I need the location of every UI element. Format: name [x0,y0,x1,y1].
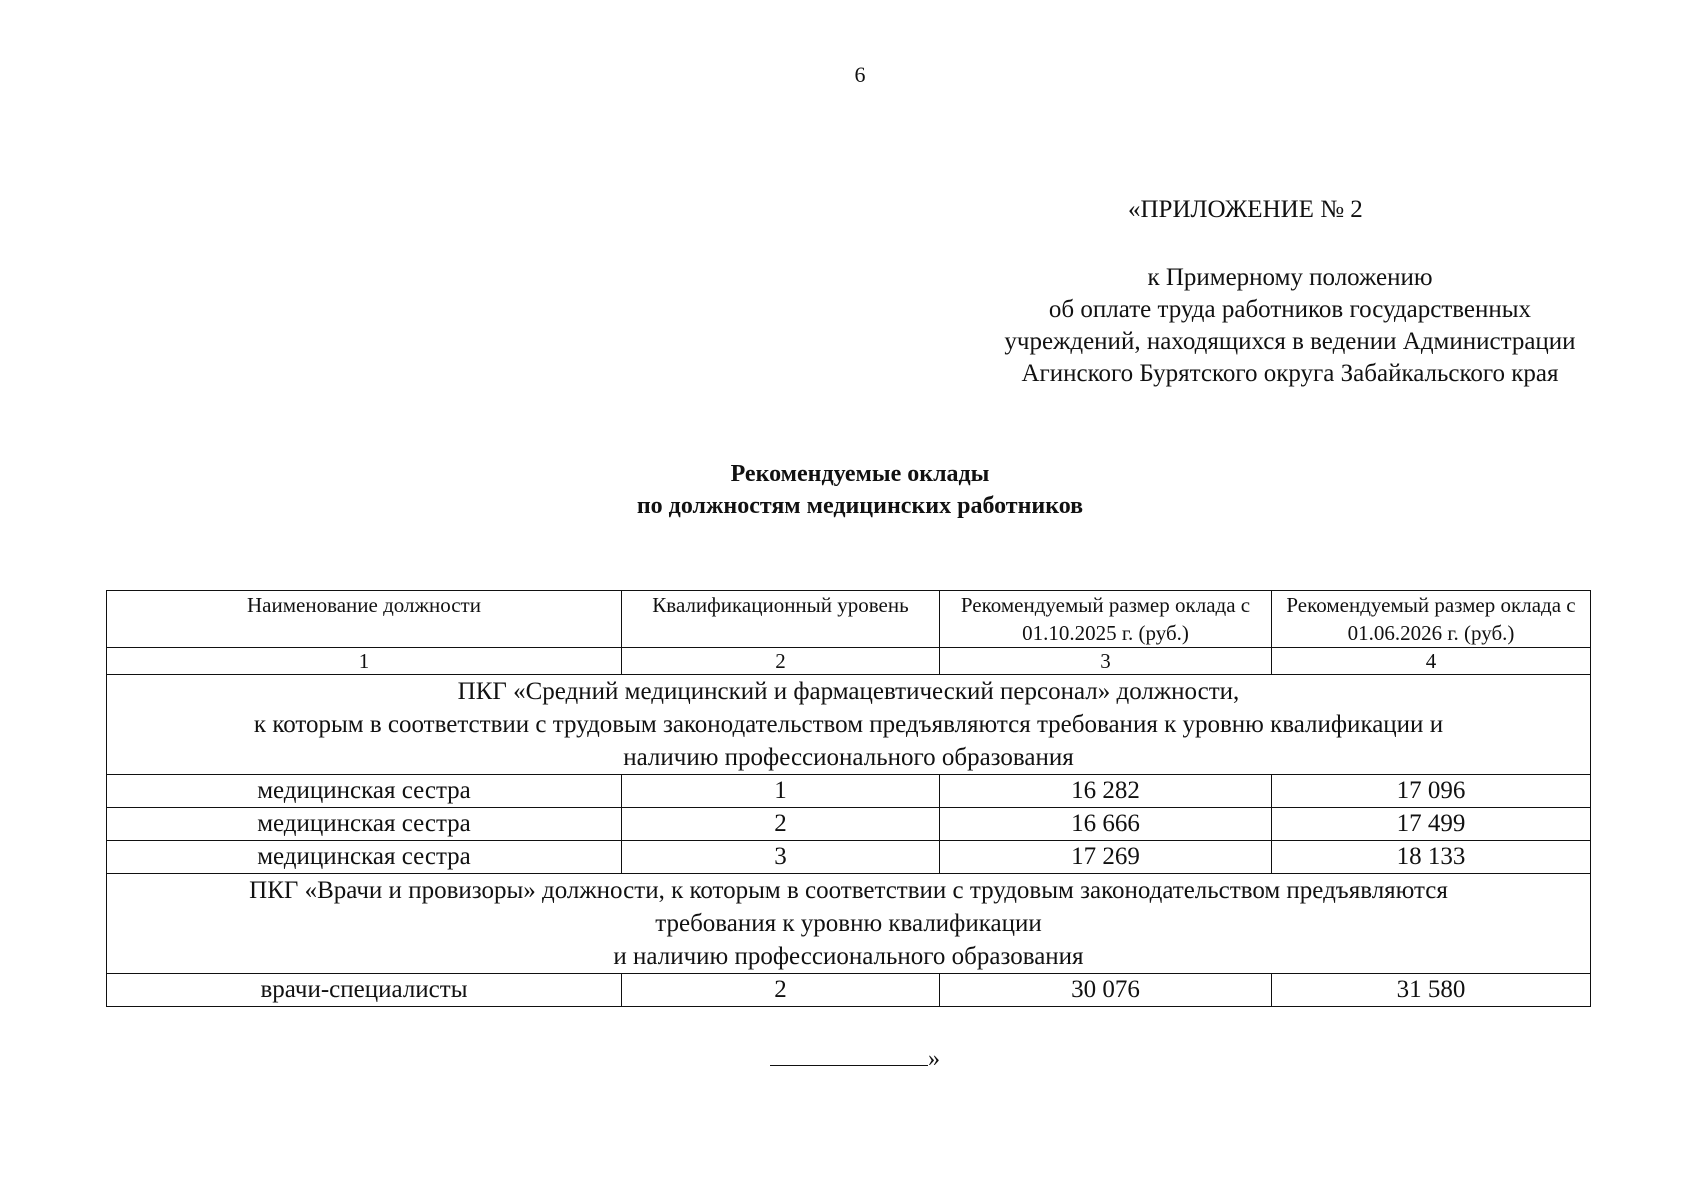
group-title-row [107,675,1591,775]
salary-table [106,590,1591,1007]
group-title [107,874,1591,974]
header-position: Наименование должности [107,591,622,648]
appendix-reference [920,262,1660,390]
group-title-line: к которым в соответствии с трудовым законодательством предъявляются требования к уровню квалификации и [253,711,1444,738]
salary-2025-cell: 30 076 [940,974,1272,1007]
appendix-reference-line: к Примерному положению [1147,264,1433,291]
header-salary-2026: Рекомендуемый размер оклада с 01.06.2026 г. (руб.) [1272,591,1591,648]
appendix-reference-line: об оплате труда работников государственных [1048,296,1532,323]
position-cell: медицинская сестра [107,775,622,808]
group-title-line: ПКГ «Средний медицинский и фармацевтический персонал» должности, [457,678,1240,705]
salary-2025-cell: 16 282 [940,775,1272,808]
closing-mark [770,1046,940,1073]
group-title-line: наличию профессионального образования [623,744,1074,771]
level-cell: 2 [622,808,940,841]
column-number: 3 [940,648,1272,675]
salary-2026-cell: 31 580 [1272,974,1591,1007]
table-row [107,808,1591,841]
group-title-line: ПКГ «Врачи и провизоры» должности, к которым в соответствии с трудовым законодательством предъявляются [249,877,1448,904]
closing-quote: » [928,1046,940,1072]
table-row [107,841,1591,874]
appendix-reference-line: Агинского Бурятского округа Забайкальского края [1021,360,1559,387]
salary-2026-cell: 18 133 [1272,841,1591,874]
position-cell: медицинская сестра [107,808,622,841]
salary-2025-cell: 17 269 [940,841,1272,874]
header-salary-2025: Рекомендуемый размер оклада с 01.10.2025 г. (руб.) [940,591,1272,648]
position-cell: врачи-специалисты [107,974,622,1007]
appendix-reference-line: учреждений, находящихся в ведении Администрации [1004,328,1576,355]
level-cell: 1 [622,775,940,808]
position-cell: медицинская сестра [107,841,622,874]
group-title-row [107,874,1591,974]
column-number-row [107,648,1591,675]
salary-2025-cell: 16 666 [940,808,1272,841]
table-header-row [107,591,1591,648]
column-number: 1 [107,648,622,675]
level-cell: 2 [622,974,940,1007]
group-title-line: и наличию профессионального образования [613,943,1084,970]
closing-underline [770,1047,928,1066]
page-number: 6 [854,62,866,87]
column-number: 4 [1272,648,1591,675]
document-title-line: по должностям медицинских работников [636,493,1084,519]
salary-2026-cell: 17 499 [1272,808,1591,841]
group-title-line: требования к уровню квалификации [655,910,1042,937]
document-title [0,458,1697,522]
salary-2026-cell: 17 096 [1272,775,1591,808]
appendix-label: «ПРИЛОЖЕНИЕ № 2 [1128,196,1363,223]
table-row [107,775,1591,808]
document-title-line: Рекомендуемые оклады [730,461,990,487]
level-cell: 3 [622,841,940,874]
group-title [107,675,1591,775]
header-qualification-level: Квалификационный уровень [622,591,940,648]
column-number: 2 [622,648,940,675]
table-row [107,974,1591,1007]
